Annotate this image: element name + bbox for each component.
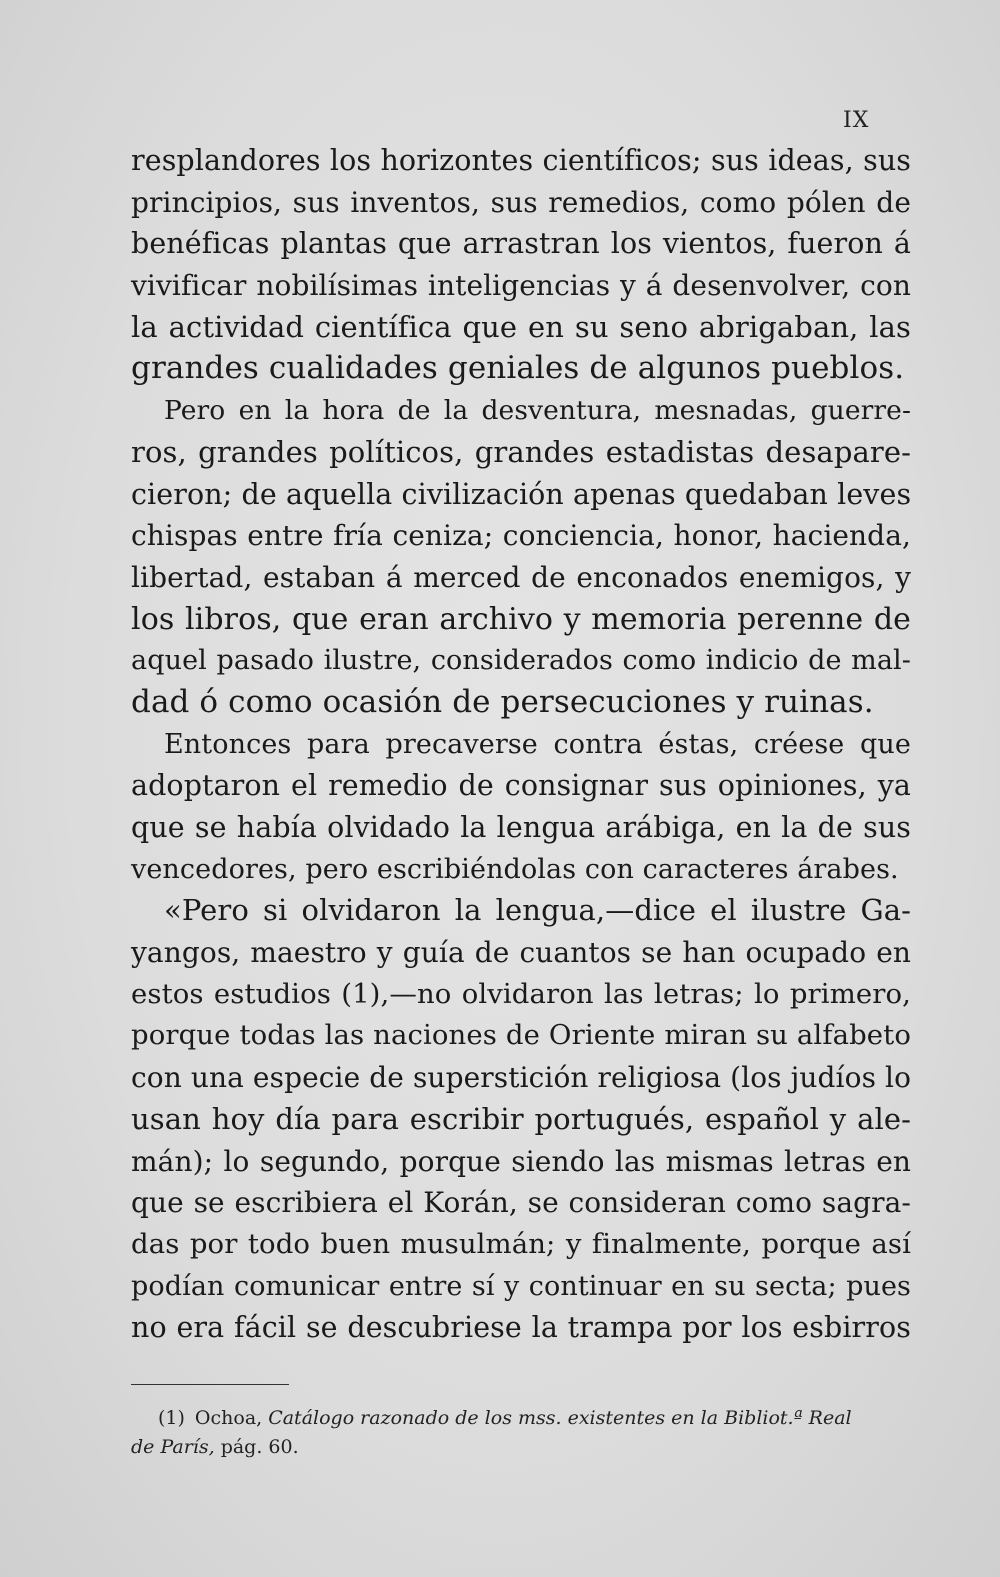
text-line: resplandores los horizontes científicos; sus ideas, sus xyxy=(131,144,911,177)
text-line: vivificar nobilísimas inteligencias y á desenvolver, con xyxy=(131,269,911,303)
page-number: IX xyxy=(843,108,870,133)
text-line: adoptaron el remedio de consignar sus opiniones, ya xyxy=(131,769,911,803)
text-line: ros, grandes políticos, grandes estadistas desapare- xyxy=(131,434,911,469)
text-line: la actividad científica que en su seno abrigaban, las xyxy=(131,309,911,344)
text-line: estos estudios (1),—no olvidaron las letras; lo primero, xyxy=(131,977,911,1010)
footnote xyxy=(131,1404,906,1462)
text-line: aquel pasado ilustre, considerados como indicio de mal- xyxy=(131,645,911,677)
footnote-line xyxy=(131,1433,906,1462)
footnote-line xyxy=(131,1404,906,1433)
text-line: libertad, estaban á merced de enconados enemigos, y xyxy=(131,560,911,594)
text-line: benéficas plantas que arrastran los vientos, fueron á xyxy=(131,227,911,261)
text-line: principios, sus inventos, sus remedios, como pólen de xyxy=(131,185,911,219)
text-line: con una especie de superstición religiosa (los judíos lo xyxy=(131,1061,912,1095)
text-line: que se escribiera el Korán, se consideran como sagra- xyxy=(131,1186,911,1220)
text-line: los libros, que eran archivo y memoria perenne de xyxy=(131,601,911,637)
text-line: chispas entre fría ceniza; conciencia, honor, hacienda, xyxy=(131,519,911,553)
text-line: «Pero si olvidaron la lengua,—dice el ilustre Ga- xyxy=(164,893,911,928)
footnote-title-cont: de París, xyxy=(131,1436,215,1458)
text-line: vencedores, pero escribiéndolas con caracteres árabes. xyxy=(131,853,899,885)
text-line: Entonces para precaverse contra éstas, créese que xyxy=(164,728,911,760)
text-line: grandes cualidades geniales de algunos pueblos. xyxy=(131,350,905,387)
footnote-author: Ochoa, xyxy=(194,1407,263,1429)
footnote-rule xyxy=(131,1384,289,1385)
text-line: podían comunicar entre sí y continuar en su secta; pues xyxy=(131,1270,911,1302)
text-line: no era fácil se descubriese la trampa por los esbirros xyxy=(131,1311,911,1345)
text-line: yangos, maestro y guía de cuantos se han ocupado en xyxy=(131,936,911,970)
text-line: usan hoy día para escribir portugués, español y ale- xyxy=(131,1101,911,1136)
text-line: que se había olvidado la lengua arábiga, en la de sus xyxy=(131,811,911,844)
text-line: das por todo buen musulmán; y finalmente, porque así xyxy=(131,1227,911,1260)
text-line: porque todas las naciones de Oriente miran su alfabeto xyxy=(131,1019,911,1052)
footnote-title: Catálogo razonado de los mss. existentes en la Bibliot.ª Real xyxy=(268,1407,852,1429)
body-text xyxy=(131,140,911,1349)
footnote-page-ref: pág. 60. xyxy=(214,1436,299,1458)
text-line: dad ó como ocasión de persecuciones y ruinas. xyxy=(131,683,874,720)
text-line: Pero en la hora de la desventura, mesnadas, guerre- xyxy=(164,395,911,427)
text-line: cieron; de aquella civilización apenas quedaban leves xyxy=(131,477,912,511)
text-line: mán); lo segundo, porque siendo las mismas letras en xyxy=(131,1144,911,1178)
footnote-marker: (1) xyxy=(158,1407,185,1429)
